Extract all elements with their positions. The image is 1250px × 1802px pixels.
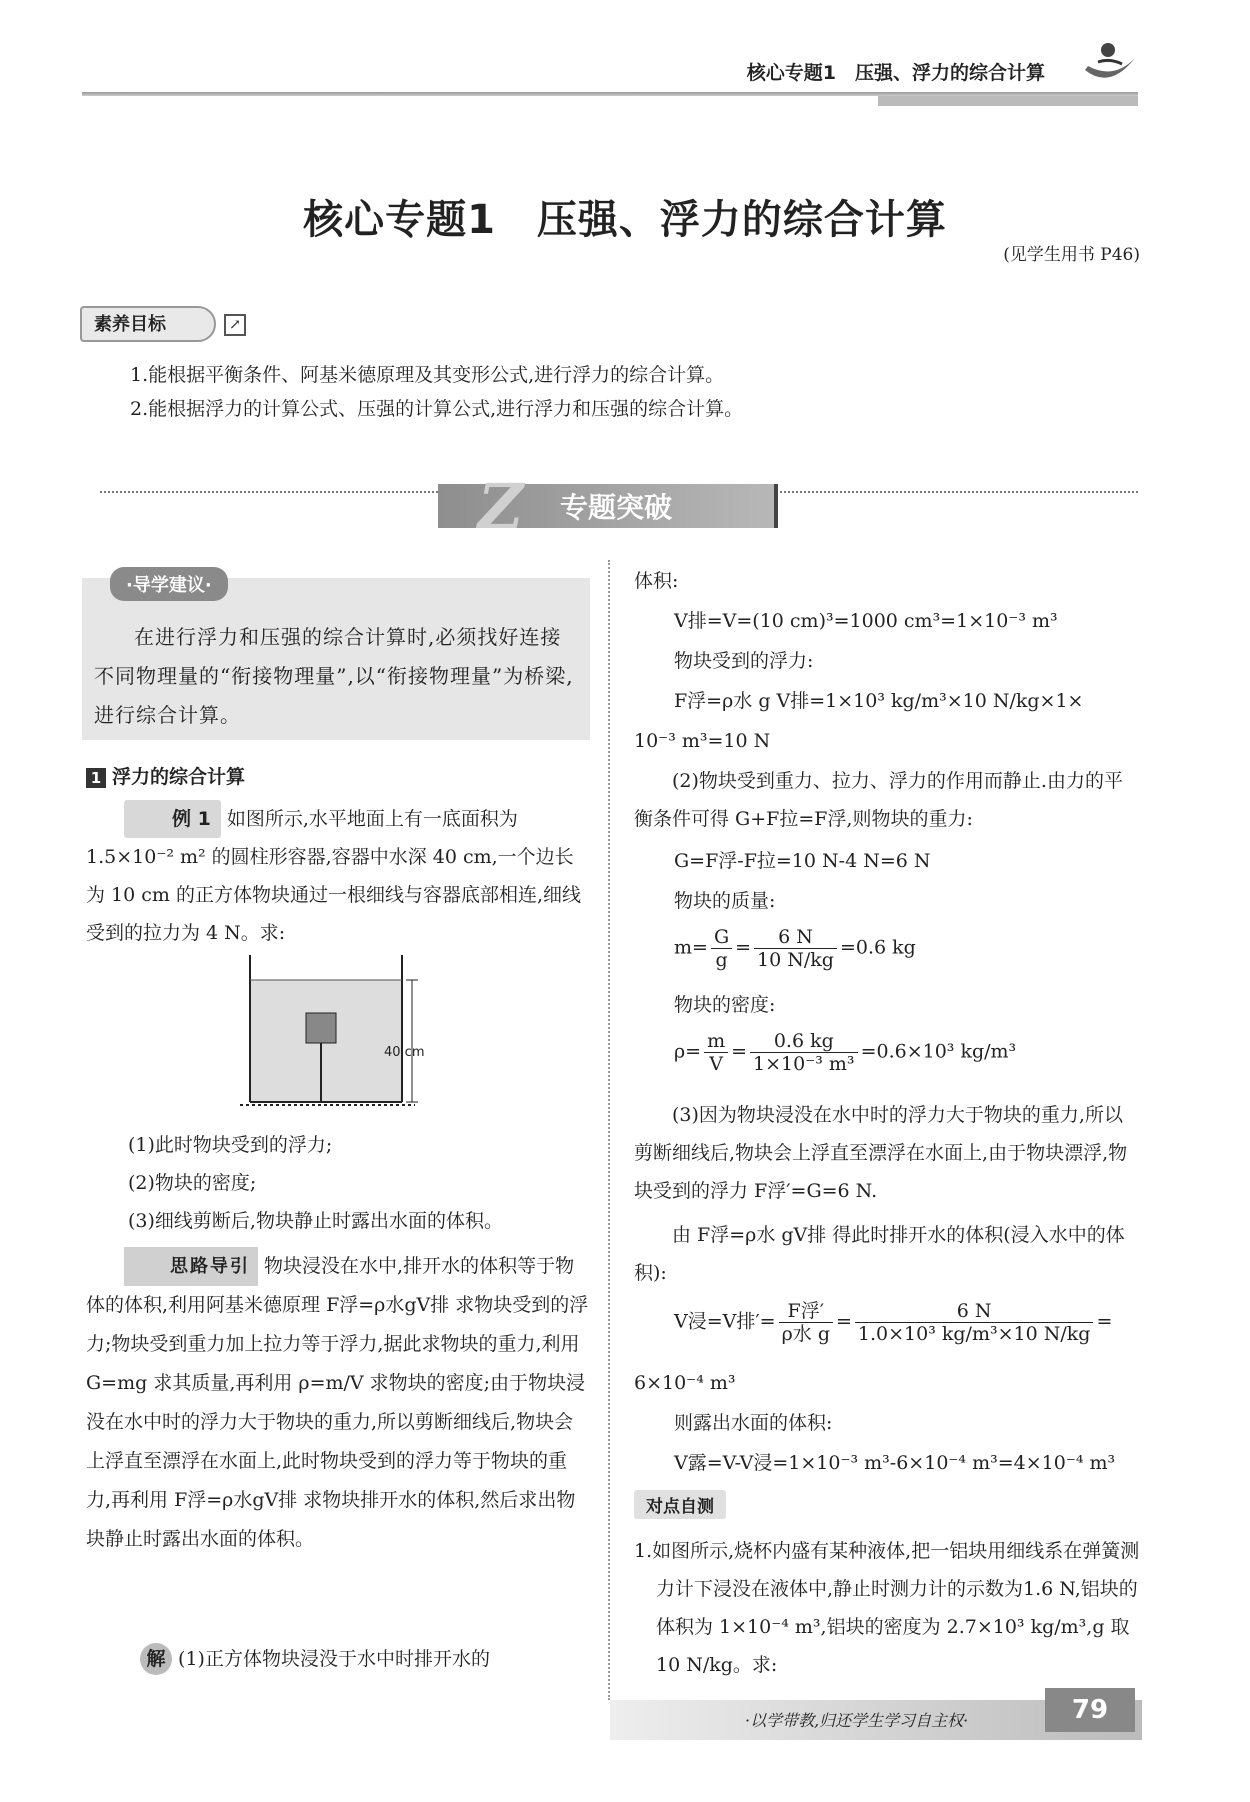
- page-number: 79: [1045, 1688, 1135, 1732]
- container-figure: [240, 955, 440, 1115]
- sol-line-10: (3)因为物块浸没在水中时的浮力大于物块的重力,所以剪断细线后,物块会上浮直至漂浮在水面上,由于物块漂浮,物块受到的浮力 F浮′=G=6 N.: [634, 1104, 1128, 1202]
- sol-line-9: 物块的密度:: [674, 994, 776, 1016]
- guide-text: 在进行浮力和压强的综合计算时,必须找好连接不同物理量的“衔接物理量”,以“衔接物理量”为桥梁,进行综合计算。: [94, 625, 574, 727]
- mass-num-1: G: [711, 926, 732, 949]
- question-3: (3)细线剪断后,物块静止时露出水面的体积。: [128, 1210, 503, 1232]
- goals-label: 素养目标: [80, 306, 216, 342]
- density-rhs: =0.6×10³ kg/m³: [860, 1040, 1017, 1063]
- sol-line-5: 10⁻³ m³=10 N: [634, 730, 771, 752]
- sol-line-8: 物块的质量:: [674, 890, 776, 912]
- vol-eq: =: [835, 1310, 852, 1333]
- band-end-bar: [774, 484, 778, 528]
- hint-text: 物块浸没在水中,排开水的体积等于物体的体积,利用阿基米德原理 F浮=ρ水gV排 求物块受到的浮力;物块受到重力加上拉力等于浮力,据此求物块的重力,利用 G=mg 求其质量,再利用 ρ=m/V 求物块的密度;由于物块浸没在水中时的浮力大于物块的重力,所以剪断细线后,物块会上浮直至漂浮在水面上,此时物块受到的浮力等于物块的重力,再利用 F浮=ρ水gV排 求物块排开水的体积,然后求出物块静止时露出水面的体积。: [86, 1255, 589, 1550]
- sol-line-4: F浮=ρ水 g V排=1×10³ kg/m³×10 N/kg×1×: [674, 690, 1084, 712]
- sol-line-14: V露=V-V浸=1×10⁻³ m³-6×10⁻⁴ m³=4×10⁻⁴ m³: [674, 1452, 1116, 1474]
- self-test-q1: 1.如图所示,烧杯内盛有某种液体,把一铝块用细线系在弹簧测力计下浸没在液体中,静止时测力计的示数为1.6 N,铝块的体积为 1×10⁻⁴ m³,铝块的密度为 2.7×10³ kg/m³,g 取 10 N/kg。求:: [634, 1540, 1140, 1676]
- header-rule-accent: [878, 96, 1138, 106]
- goal-item-1: 1.能根据平衡条件、阿基米德原理及其变形公式,进行浮力的综合计算。: [130, 364, 725, 386]
- column-divider: [608, 560, 610, 1700]
- footer-motto: ·以学带教,归还学生学习自主权·: [745, 1711, 969, 1730]
- arrow-icon: ↗: [224, 314, 246, 336]
- source-reference: (见学生用书 P46): [1003, 245, 1140, 265]
- hint-block: [86, 1247, 590, 1559]
- solution-intro: (1)正方体物块浸没于水中时排开水的: [178, 1648, 490, 1670]
- vol-den-2: 1.0×10³ kg/m³×10 N/kg: [857, 1323, 1091, 1345]
- mass-den-2: 10 N/kg: [757, 949, 834, 971]
- density-eq: =: [731, 1040, 748, 1063]
- page-title: 核心专题1 压强、浮力的综合计算: [303, 197, 947, 243]
- density-den-2: 1×10⁻³ m³: [753, 1053, 855, 1075]
- mass-num-2: 6 N: [754, 926, 837, 949]
- density-num-1: m: [704, 1030, 728, 1053]
- vol-num-1: F浮′: [779, 1300, 833, 1323]
- density-equation: [674, 1030, 1174, 1075]
- solution-start: [140, 1640, 590, 1678]
- vol-lhs: V浸=V排′=: [674, 1310, 776, 1333]
- mass-eq: =: [735, 936, 752, 959]
- section-heading: [86, 762, 245, 789]
- mass-lhs: m=: [674, 936, 708, 959]
- running-header: 核心专题1 压强、浮力的综合计算: [746, 62, 1045, 84]
- example-text: 如图所示,水平地面上有一底面积为 1.5×10⁻² m² 的圆柱形容器,容器中水深 40 cm,一个边长为 10 cm 的正方体物块通过一根细线与容器底部相连,细线受到的拉力为 4 N。求:: [86, 808, 581, 944]
- goal-item-2: 2.能根据浮力的计算公式、压强的计算公式,进行浮力和压强的综合计算。: [130, 398, 744, 420]
- hint-tag: 思路导引: [124, 1247, 258, 1286]
- example-block: [86, 800, 590, 952]
- volume-equation: [674, 1300, 1154, 1345]
- sol-line-2: V排=V=(10 cm)³=1000 cm³=1×10⁻³ m³: [674, 610, 1058, 632]
- mass-den-1: g: [715, 949, 728, 971]
- question-2: (2)物块的密度;: [128, 1172, 257, 1194]
- section-title: 浮力的综合计算: [112, 766, 246, 788]
- sol-line-11: 由 F浮=ρ水 gV排 得此时排开水的体积(浸入水中的体积):: [634, 1224, 1125, 1284]
- sol-line-1: 体积:: [634, 570, 679, 592]
- solution-tag: 解: [140, 1643, 172, 1675]
- depth-label: 40 cm: [384, 1045, 425, 1060]
- sol-line-7: G=F浮-F拉=10 N-4 N=6 N: [674, 850, 931, 872]
- vol-num-2: 6 N: [855, 1300, 1094, 1323]
- sol-line-13: 则露出水面的体积:: [674, 1412, 833, 1434]
- section-number: 1: [86, 768, 106, 788]
- band-label: 专题突破: [560, 491, 673, 524]
- vol-rhs: =: [1096, 1310, 1113, 1333]
- sol-line-6: (2)物块受到重力、拉力、浮力的作用而静止.由力的平衡条件可得 G+F拉=F浮,则物块的重力:: [634, 770, 1123, 830]
- self-test-label: 对点自测: [634, 1490, 726, 1519]
- sol-line-3: 物块受到的浮力:: [674, 650, 814, 672]
- question-1: (1)此时物块受到的浮力;: [128, 1134, 333, 1156]
- guide-label: ·导学建议·: [110, 567, 228, 601]
- example-tag: 例 1: [124, 800, 221, 838]
- book-logo-icon: [1080, 40, 1140, 90]
- mass-equation: [674, 926, 1174, 971]
- sol-line-12: 6×10⁻⁴ m³: [634, 1372, 736, 1394]
- band-letter: Z: [478, 470, 524, 543]
- density-den-1: V: [709, 1053, 723, 1075]
- density-num-2: 0.6 kg: [750, 1030, 858, 1053]
- density-lhs: ρ=: [674, 1040, 702, 1063]
- mass-rhs: =0.6 kg: [839, 936, 916, 959]
- vol-den-1: ρ水 g: [781, 1323, 830, 1345]
